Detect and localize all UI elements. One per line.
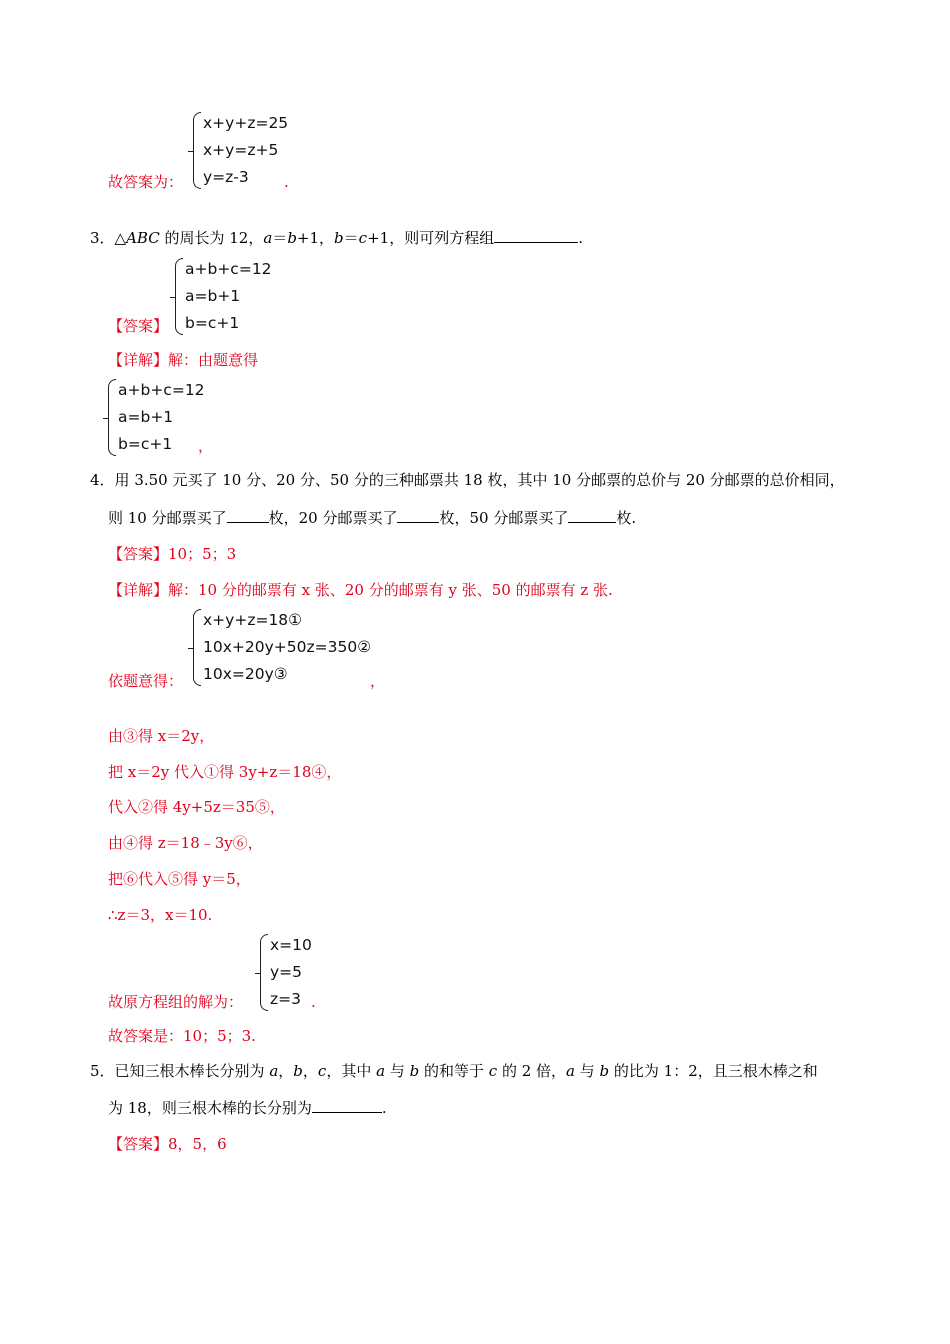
q4-step: 由④得 z＝18﹣3y⑥，: [108, 834, 263, 852]
equation: z=3: [270, 990, 301, 1008]
q4-solution-tail: .: [311, 993, 316, 1011]
detail-label: 【详解】: [108, 581, 169, 599]
equation: 10x+20y+50z=350②: [203, 638, 372, 656]
q4-step: ∴z＝3，x＝10.: [108, 906, 213, 924]
answer-label: 【答案】: [108, 1135, 169, 1153]
q4-question-line2: 则 10 分邮票买了 枚，20 分邮票买了 枚，50 分邮票买了 枚.: [108, 509, 637, 527]
q4-tail: ，: [370, 672, 386, 690]
q3-answer-system: [175, 256, 272, 337]
q4-equation-system: [193, 607, 371, 688]
equation: x+y+z=18①: [203, 611, 303, 629]
equation: 10x=20y③: [203, 665, 288, 683]
brace-icon: [193, 112, 201, 189]
equation: a+b+c=12: [118, 381, 205, 399]
brace-icon: [108, 379, 116, 456]
q3-detail-system: [108, 377, 205, 458]
p2-answer-tail: .: [284, 173, 289, 191]
q4-solution-system: [260, 932, 312, 1013]
equation: b=c+1: [118, 435, 173, 453]
equation: x+y=z+5: [203, 141, 279, 159]
q4-question-line1: 4．用 3.50 元买了 10 分、20 分、50 分的三种邮票共 18 枚，其中 10 分邮票的总价与 20 分邮票的总价相同，: [90, 471, 845, 489]
answer-blank: [227, 508, 269, 523]
answer-label: 【答案】: [108, 545, 169, 563]
detail-label: 【详解】: [108, 351, 169, 369]
answer-blank: [494, 228, 578, 243]
equation: x+y+z=25: [203, 114, 289, 132]
equation: b=c+1: [185, 314, 240, 332]
q4-answer: 【答案】10；5；3: [108, 545, 237, 563]
equation: y=z-3: [203, 168, 249, 186]
p2-equation-system: [193, 110, 288, 191]
q5-question-line2: 为 18，则三根木棒的长分别为 .: [108, 1099, 387, 1117]
q4-step: 由③得 x＝2y，: [108, 727, 215, 745]
brace-icon: [175, 258, 183, 335]
question-number: 5．: [90, 1062, 115, 1080]
equation: y=5: [270, 963, 303, 981]
q3-detail-tail: ，: [198, 437, 214, 455]
question-number: 4．: [90, 471, 115, 489]
answer-blank: [312, 1098, 382, 1113]
q4-final-answer: 故答案是：10；5；3.: [108, 1027, 256, 1045]
question-number: 3．: [90, 229, 115, 247]
q3-answer-label: 【答案】: [108, 317, 169, 335]
answer-blank: [568, 508, 616, 523]
q3-question: 3．△ABC 的周长为 12，a＝b+1，b＝c+1，则可列方程组 .: [90, 229, 583, 247]
brace-icon: [260, 934, 268, 1011]
brace-icon: [193, 609, 201, 686]
q5-answer: 【答案】8，5，6: [108, 1135, 227, 1153]
q4-lead: 依题意得：: [108, 672, 184, 690]
q4-step: 代入②得 4y+5z＝35⑤，: [108, 798, 285, 816]
equation: a+b+c=12: [185, 260, 272, 278]
equation: a=b+1: [118, 408, 174, 426]
answer-blank: [397, 508, 439, 523]
q4-step: 把 x＝2y 代入①得 3y+z＝18④，: [108, 763, 342, 781]
p2-answer-lead: 故答案为：: [108, 173, 184, 191]
q4-step: 把⑥代入⑤得 y＝5，: [108, 870, 251, 888]
q5-question-line1: 5．已知三根木棒长分别为 a，b，c，其中 a 与 b 的和等于 c 的 2 倍，a 与 b 的比为 1：2，且三根木棒之和: [90, 1062, 818, 1080]
equation: a=b+1: [185, 287, 241, 305]
q4-detail: 【详解】解：10 分的邮票有 x 张、20 分的邮票有 y 张、50 的邮票有 z 张.: [108, 581, 613, 599]
q3-detail: 【详解】解：由题意得: [108, 351, 259, 369]
q4-solution-lead: 故原方程组的解为：: [108, 993, 244, 1011]
equation: x=10: [270, 936, 312, 954]
